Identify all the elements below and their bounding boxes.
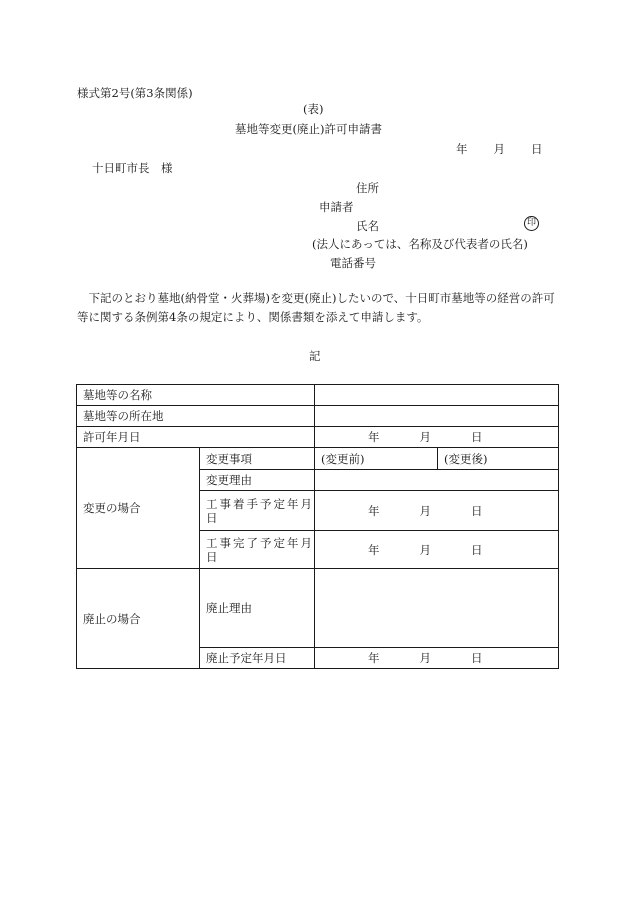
before-change-field[interactable]: (変更前)	[315, 448, 438, 470]
ki-label: 記	[309, 349, 321, 363]
details-table	[76, 384, 559, 669]
seal-icon: 印	[524, 216, 539, 231]
change-reason-label: 変更理由	[200, 470, 315, 491]
applicant-label: 申請者	[319, 200, 354, 214]
table-row	[77, 385, 559, 406]
date-line	[456, 144, 543, 156]
table-row	[77, 569, 559, 648]
permit-date-label: 許可年月日	[77, 427, 315, 448]
date-day: 日	[531, 142, 543, 156]
abolish-reason-label: 廃止理由	[200, 569, 315, 648]
form-number: 様式第2号(第3条関係)	[77, 86, 193, 100]
front-side-label: (表)	[303, 102, 324, 116]
abolish-date-label: 廃止予定年月日	[200, 648, 315, 669]
cemetery-name-label: 墓地等の名称	[77, 385, 315, 406]
abolish-date-field[interactable]: 年 月 日	[315, 648, 559, 669]
addressee: 十日町市長 様	[92, 161, 173, 175]
table-row	[77, 427, 559, 448]
change-item-label: 変更事項	[200, 448, 315, 470]
construction-end-field[interactable]: 年 月 日	[315, 531, 559, 569]
body-text: 下記のとおり墓地(納骨堂・火葬場)を変更(廃止)したいので、十日町市墓地等の経営の許可等に関する条例第4条の規定により、関係書類を添えて申請します。	[77, 291, 555, 324]
page-title: 墓地等変更(廃止)許可申請書	[235, 122, 382, 136]
change-case-label: 変更の場合	[77, 448, 200, 569]
phone-label: 電話番号	[330, 256, 376, 270]
date-year: 年	[456, 142, 468, 156]
cemetery-location-label: 墓地等の所在地	[77, 406, 315, 427]
change-reason-field[interactable]	[315, 470, 559, 491]
date-month: 月	[493, 142, 505, 156]
permit-date-field[interactable]: 年 月 日	[315, 427, 559, 448]
name-label: 氏名	[356, 219, 379, 233]
cemetery-location-field[interactable]	[315, 406, 559, 427]
abolish-case-label: 廃止の場合	[77, 569, 200, 669]
construction-start-label: 工事着手予定年月日	[200, 491, 315, 531]
abolish-reason-field[interactable]	[315, 569, 559, 648]
corporation-note: (法人にあっては、名称及び代表者の氏名)	[312, 237, 528, 251]
cemetery-name-field[interactable]	[315, 385, 559, 406]
construction-end-label: 工事完了予定年月日	[200, 531, 315, 569]
table-row	[77, 406, 559, 427]
construction-start-field[interactable]: 年 月 日	[315, 491, 559, 531]
address-label: 住所	[356, 181, 379, 195]
after-change-field[interactable]: (変更後)	[438, 448, 559, 470]
table-row	[77, 448, 559, 470]
